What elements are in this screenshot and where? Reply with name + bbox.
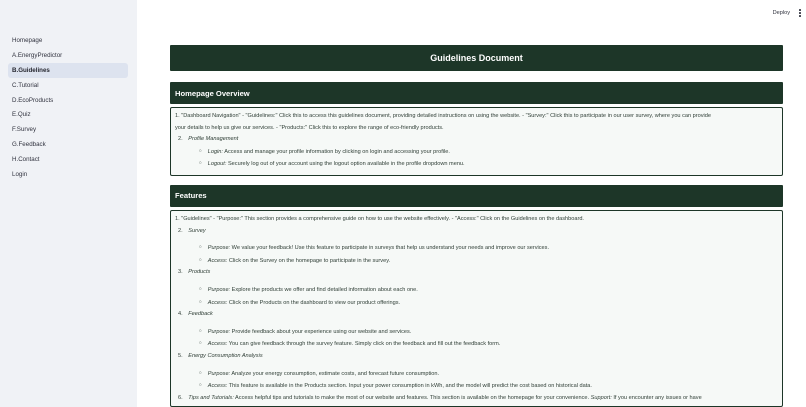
homepage-line-1: 1. "Dashboard Navigation" - "Guidelines:" Click this to access this guidelines document, providing detailed instructions on using the website. - "Survey:" Click this to participate in our user survey, where you can provide	[175, 113, 712, 119]
main-content	[170, 45, 783, 407]
homepage-overview-box	[170, 107, 783, 176]
top-toolbar	[137, 0, 806, 28]
sidebar-item-survey[interactable]: F.Survey	[12, 126, 37, 134]
products-purpose: ○ Purpose: Explore the products we offer and find detailed information about each one.	[175, 284, 778, 297]
homepage-line-2: your details to help us give our services. - "Products:" Click this to explore the range of eco-friendly products.	[175, 124, 444, 131]
tips-item: 6. Tips and Tutorials: Access helpful tips and tutorials to make the most of our website and features. This section is available on the homepage for your convenience. Support: If you encounter any issues or have	[178, 394, 702, 401]
sidebar-item-contact[interactable]: H.Contact	[12, 156, 40, 164]
section-header-features: Features	[170, 185, 783, 207]
products-item: 3. Products	[178, 269, 211, 276]
profile-management-item: 2. Profile Management	[178, 136, 239, 143]
deploy-button[interactable]: Deploy	[772, 10, 790, 16]
sidebar-item-quiz[interactable]: E.Quiz	[12, 111, 31, 119]
kebab-menu-icon[interactable]	[797, 8, 803, 18]
energy-purpose: ○ Purpose: Analyze your energy consumption, estimate costs, and forecast future consumption.	[175, 368, 778, 381]
sidebar	[0, 0, 137, 407]
products-access: ○ Access: Click on the Products on the dashboard to view our product offerings.	[175, 297, 778, 310]
feedback-purpose: ○ Purpose: Provide feedback about your experience using our website and services.	[175, 326, 778, 339]
feedback-item: 4. Feedback	[178, 311, 213, 318]
section-header-homepage-overview: Homepage Overview	[170, 82, 783, 104]
page-title: Guidelines Document	[170, 45, 783, 71]
sidebar-item-energy-predictor[interactable]: A.EnergyPredictor	[12, 51, 63, 59]
sidebar-item-guidelines[interactable]: B.Guidelines	[8, 63, 128, 78]
sidebar-item-tutorial[interactable]: C.Tutorial	[12, 81, 39, 89]
logout-bullet: ○ Logout: Securely log out of your account using the logout option available in the profile dropdown menu.	[175, 158, 778, 171]
survey-purpose: ○ Purpose: We value your feedback! Use this feature to participate in surveys that help us understand your needs and improve our services.	[175, 242, 778, 255]
sidebar-nav	[8, 33, 128, 182]
sidebar-item-feedback[interactable]: G.Feedback	[12, 141, 46, 149]
sidebar-item-eco-products[interactable]: D.EcoProducts	[12, 96, 54, 104]
survey-item: 2. Survey	[178, 227, 206, 234]
features-line-1: 1. "Guidelines" - "Purpose:" This section provides a comprehensive guide on how to use the website effectively. - "Access:" Click on the Guidelines on the dashboard.	[175, 215, 584, 222]
energy-analysis-item: 5. Energy Consumption Analysis	[178, 352, 263, 359]
feedback-access: ○ Access: You can give feedback through the survey feature. Simply click on the feedback and fill out the feedback form.	[175, 338, 778, 351]
sidebar-item-homepage[interactable]: Homepage	[12, 36, 43, 44]
survey-access: ○ Access: Click on the Survey on the homepage to participate in the survey.	[175, 255, 778, 268]
sidebar-item-login[interactable]: Login	[12, 170, 28, 178]
login-bullet: ○ Login: Access and manage your profile information by clicking on login and accessing your profile.	[175, 146, 778, 159]
features-box	[170, 210, 783, 407]
energy-access: ○ Access: This feature is available in the Products section. Input your power consumption in kWh, and the model will predict the cost based on historical data.	[175, 380, 778, 393]
